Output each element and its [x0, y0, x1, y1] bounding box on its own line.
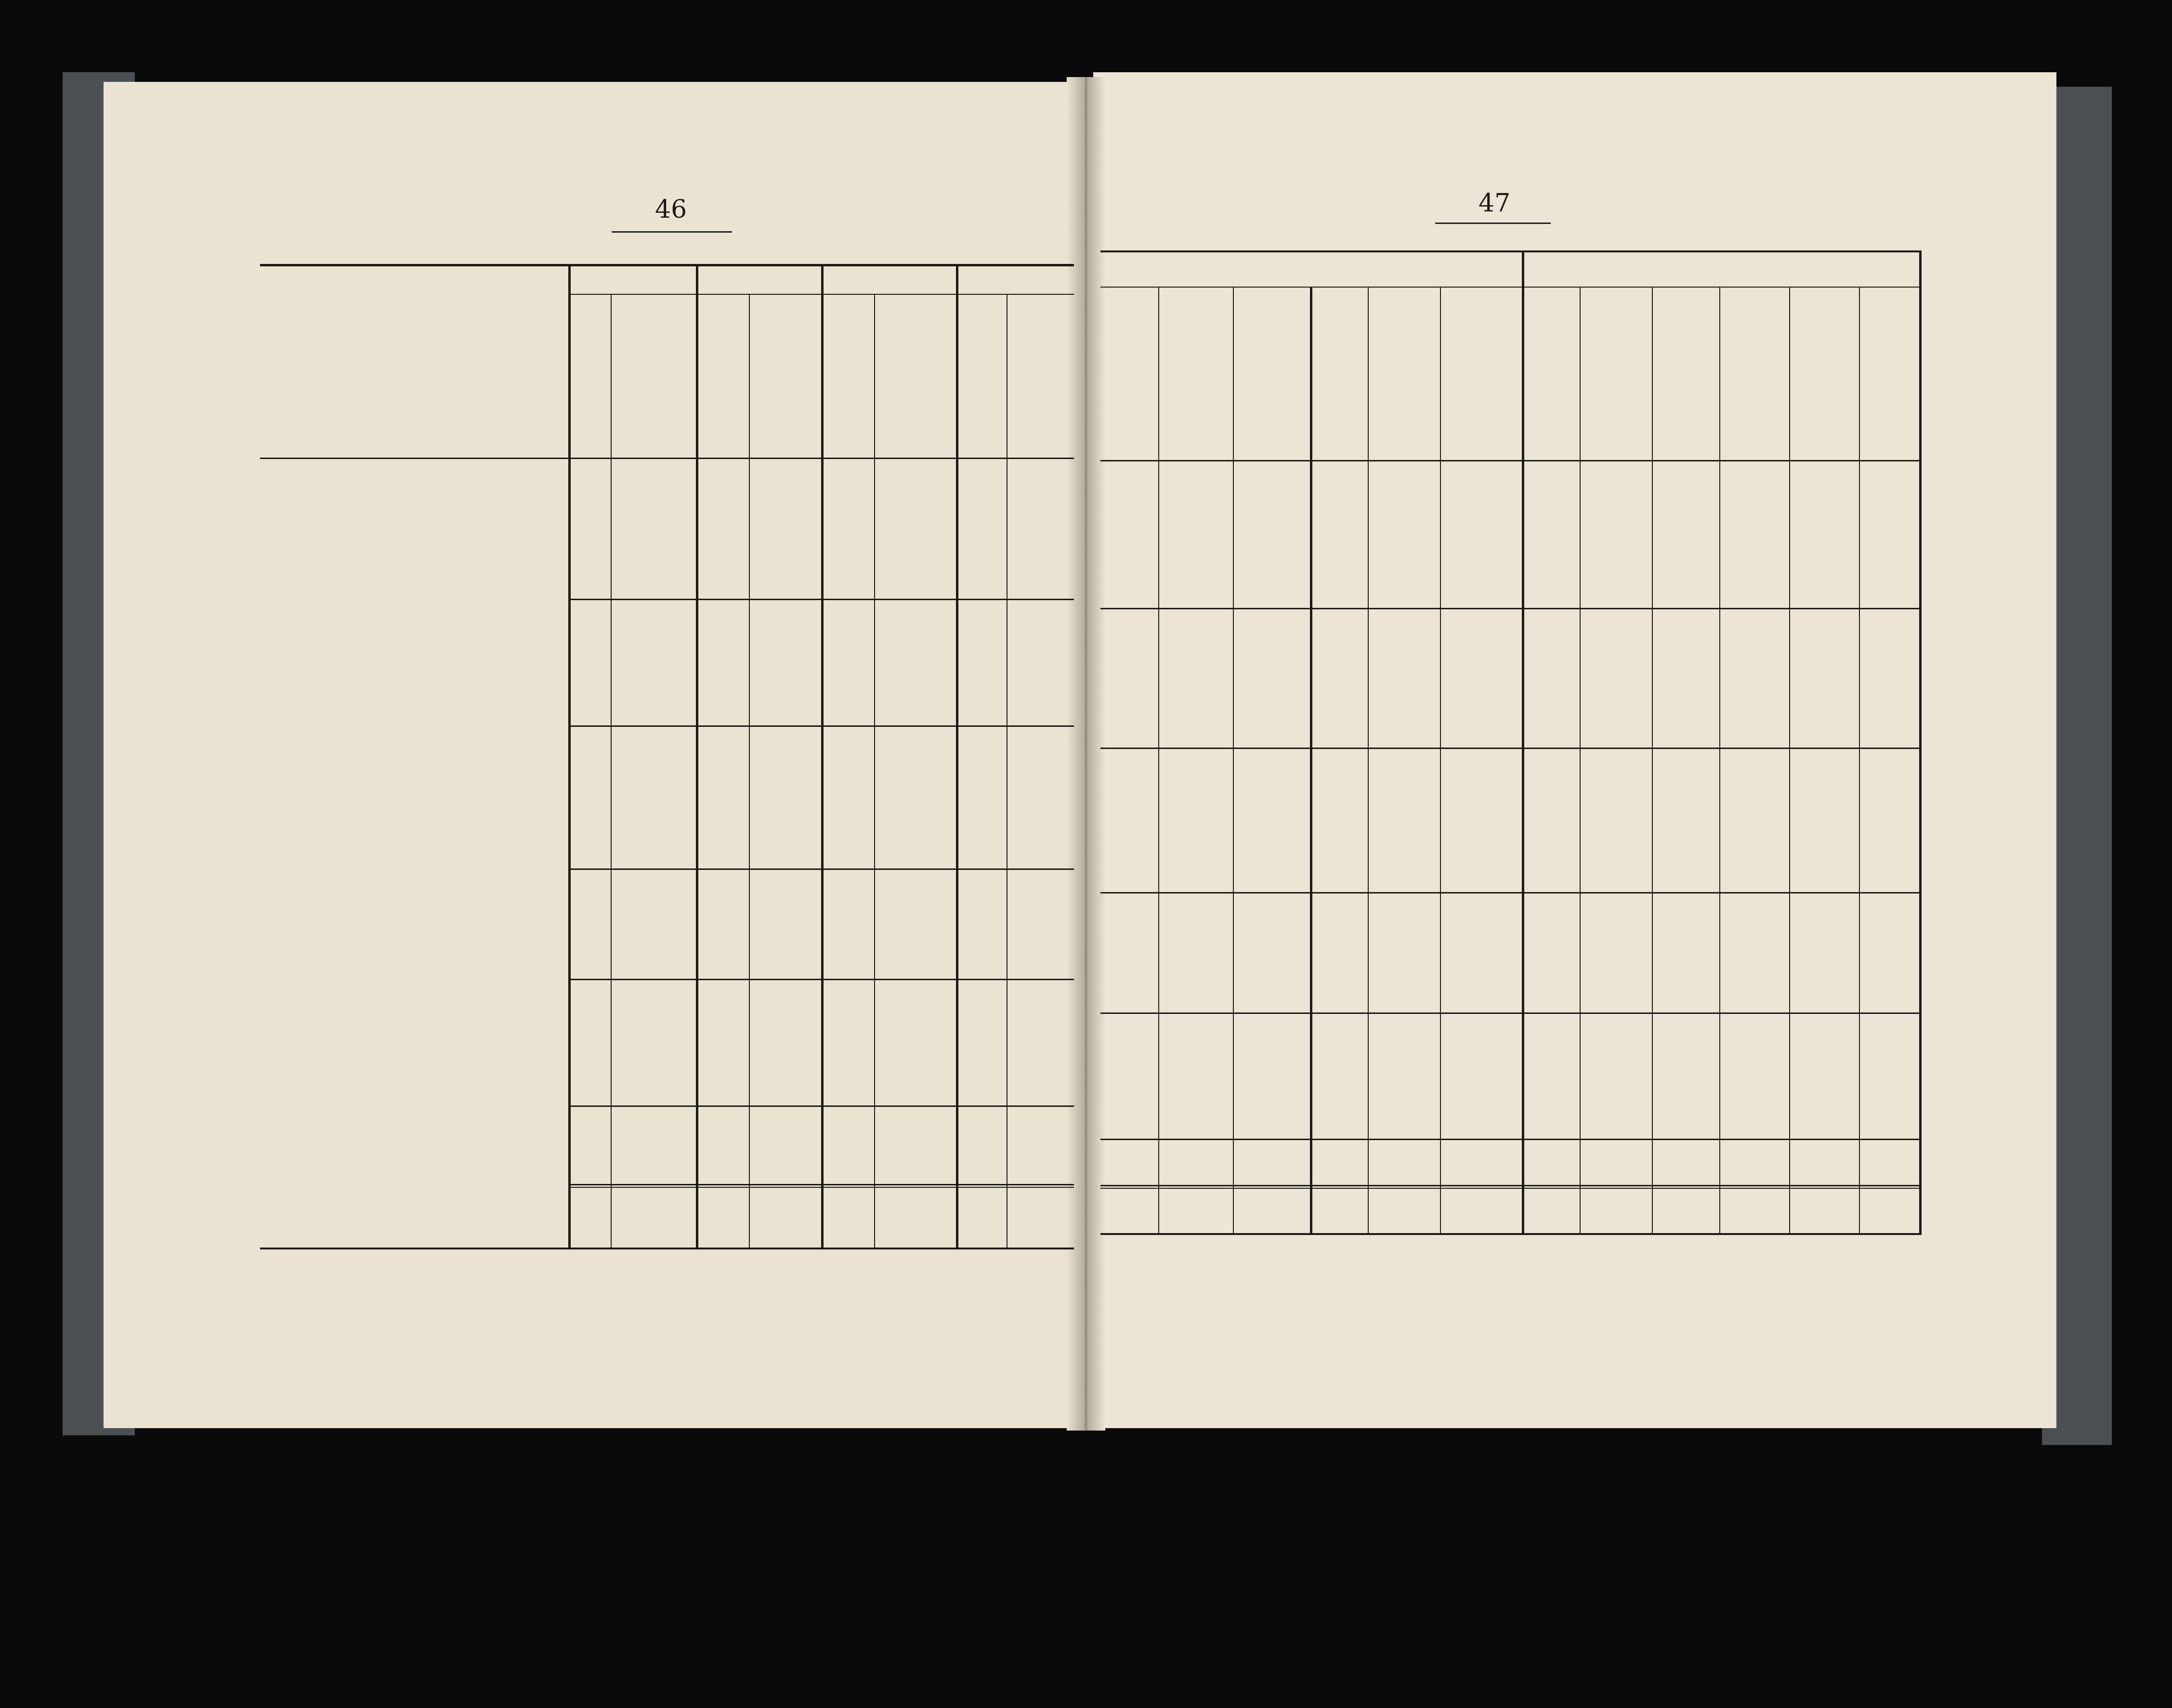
subtotal-rule [1100, 1139, 1922, 1140]
table-rule [696, 264, 698, 1248]
subtotal-rule [568, 979, 1074, 980]
table-rule [1719, 287, 1720, 1233]
column-header-owners [966, 303, 999, 448]
subtotal-rule [1100, 748, 1922, 749]
table-rule [1580, 287, 1581, 1233]
table-rule [1522, 250, 1524, 1233]
subtotal-rule [1100, 608, 1922, 609]
page-number-rule [612, 231, 732, 233]
page-number-right: 47 [1479, 189, 1511, 218]
table-rule [1310, 287, 1312, 1233]
column-header [1242, 294, 1307, 453]
column-header [1531, 294, 1576, 453]
table-rule [260, 458, 1074, 459]
subtotal-rule [568, 868, 1074, 870]
column-header [1376, 294, 1437, 453]
table-rule [1368, 287, 1369, 1233]
grand-total-rule [568, 1187, 1074, 1188]
table-rule [956, 264, 958, 1248]
column-header-desyat [768, 303, 802, 448]
table-rule [1919, 250, 1922, 1233]
page-number-left: 46 [655, 195, 687, 224]
grand-total-rule [1100, 1188, 1922, 1189]
column-header [1109, 294, 1155, 453]
table-rule [1652, 287, 1653, 1233]
left-page [104, 82, 1086, 1428]
table-rule [1100, 460, 1922, 461]
column-header-desyat [628, 303, 662, 448]
subtotal-rule [568, 599, 1074, 600]
subtotal-rule [1100, 892, 1922, 893]
column-header [1449, 294, 1518, 453]
grand-total-rule [1100, 1185, 1922, 1186]
table-rule [821, 264, 824, 1248]
column-header [1728, 294, 1786, 453]
table-rule [1789, 287, 1790, 1233]
column-header [1319, 294, 1364, 453]
table-rule [874, 294, 875, 1248]
subtotal-rule [568, 725, 1074, 727]
column-header-desyat [893, 303, 927, 448]
column-header-owners [833, 303, 867, 448]
subtotal-rule [568, 1105, 1074, 1107]
subtotal-rule [1100, 1012, 1922, 1014]
table-rule [260, 264, 1074, 266]
right-page [1093, 72, 2056, 1428]
column-header [1798, 294, 1856, 453]
table-rule [260, 1248, 1074, 1249]
column-header [1588, 294, 1649, 453]
table-rule [1233, 287, 1234, 1233]
table-rule [1158, 287, 1159, 1233]
table-rule [1100, 250, 1922, 252]
page-number-rule [1435, 223, 1551, 224]
column-header-desyat [1026, 303, 1060, 448]
column-header-owners [708, 303, 742, 448]
book-gutter [1067, 77, 1105, 1431]
table-rule [749, 294, 750, 1248]
column-header [1167, 294, 1230, 453]
table-rule [1100, 1233, 1922, 1235]
table-rule [1859, 287, 1860, 1233]
column-header [1661, 294, 1716, 453]
grand-total-rule [568, 1184, 1074, 1185]
column-header-owners [568, 303, 602, 448]
table-rule [1100, 287, 1922, 288]
table-rule [1440, 287, 1441, 1233]
table-rule [611, 294, 612, 1248]
